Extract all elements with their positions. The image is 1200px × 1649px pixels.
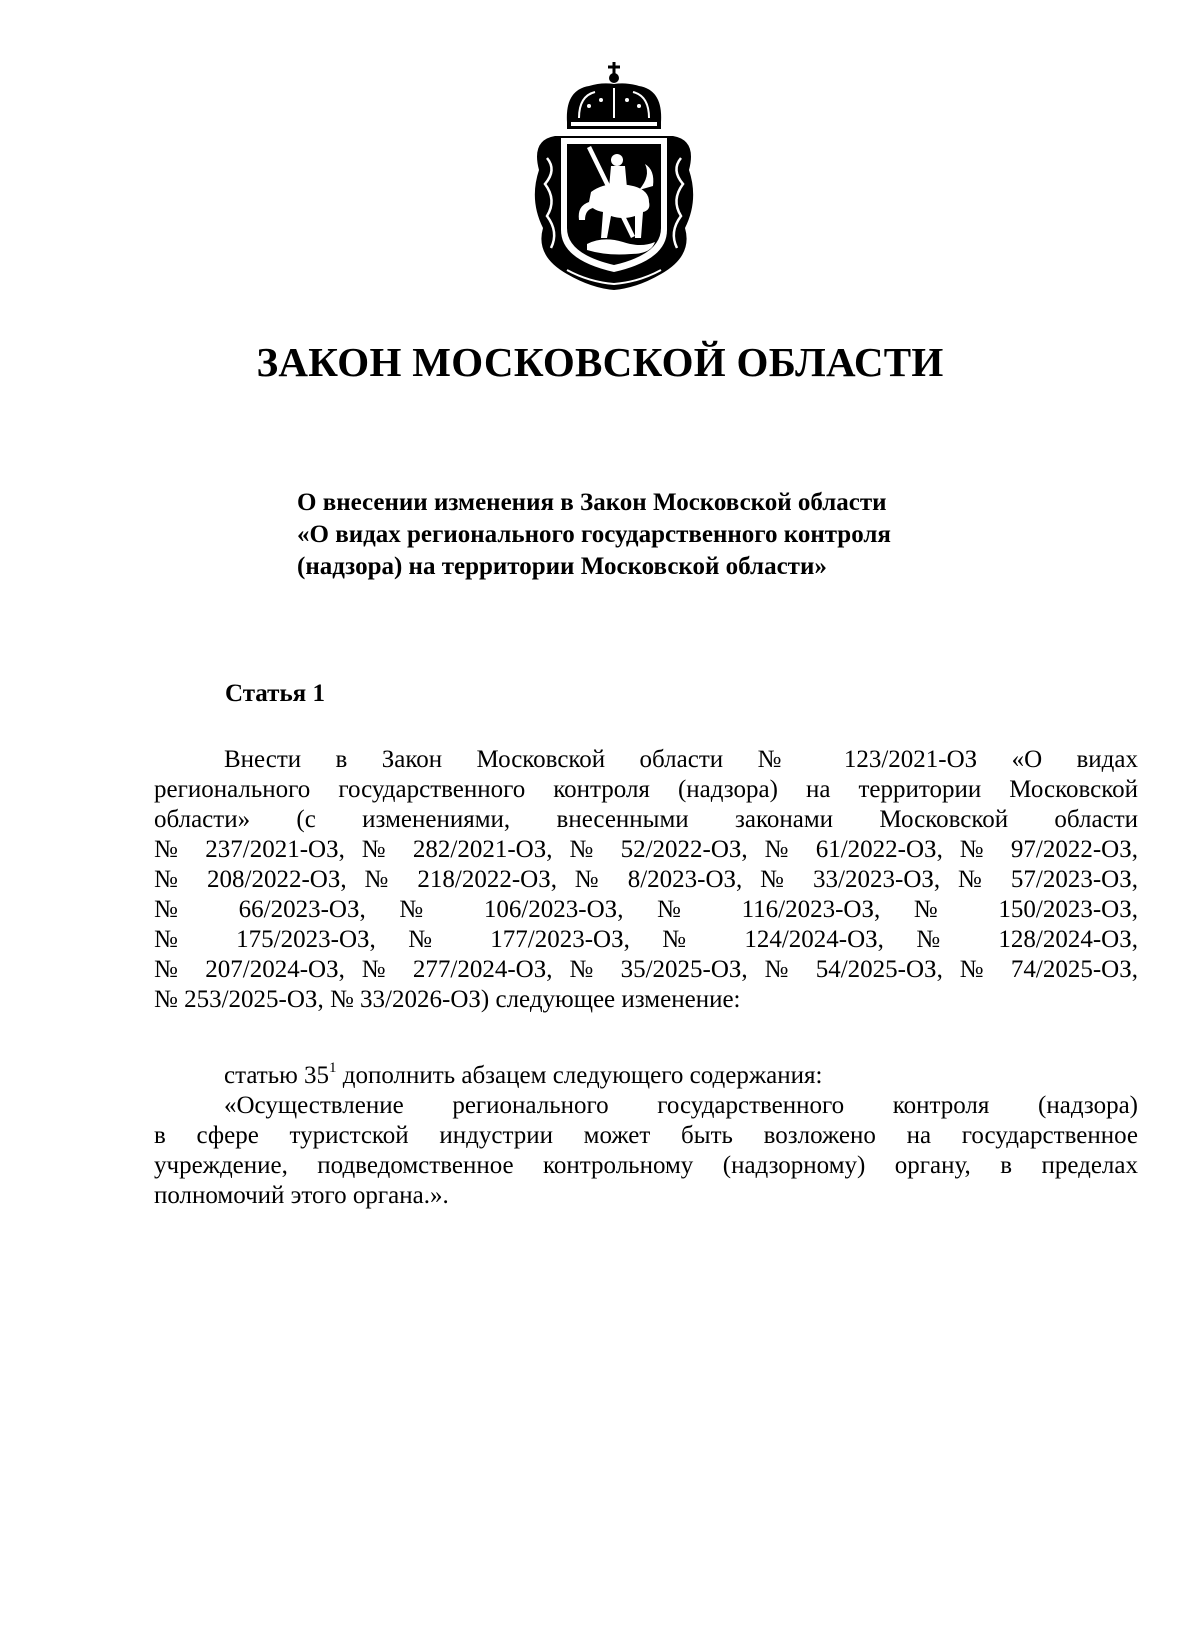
paragraph-line: № 208/2022-ОЗ, № 218/2022-ОЗ, № 8/2023-ОЗ, № 33/2023-ОЗ, № 57/2023-ОЗ, [154,866,1138,893]
paragraph-line [154,1061,1138,1091]
paragraph-line: № 207/2024-ОЗ, № 277/2024-ОЗ, № 35/2025-ОЗ, № 54/2025-ОЗ, № 74/2025-ОЗ, [154,956,1138,983]
subtitle-line: «О видах регионального государственного контроля [297,521,891,548]
paragraph-line: в сфере туристской индустрии может быть возложено на государственное [154,1122,1138,1149]
crown-icon [567,62,661,129]
article-heading: Статья 1 [225,680,325,707]
instruction-text-before: статью 35 [224,1062,330,1089]
paragraph-line: № 237/2021-ОЗ, № 282/2021-ОЗ, № 52/2022-ОЗ, № 61/2022-ОЗ, № 97/2022-ОЗ, [154,836,1138,863]
article-paragraph-amendment [154,745,1138,1015]
paragraph-line: полномочий этого органа.». [154,1182,449,1209]
paragraph-line: № 66/2023-ОЗ, № 106/2023-ОЗ, № 116/2023-ОЗ, № 150/2023-ОЗ, [154,896,1138,923]
subtitle-line: (надзора) на территории Московской области» [297,553,827,580]
subtitle-line: О внесении изменения в Закон Московской области [297,489,887,516]
paragraph-line: Внести в Закон Московской области № 123/2021-ОЗ «О видах [224,746,1138,773]
instruction-text-after: дополнить абзацем следующего содержания: [336,1062,823,1089]
paragraph-line: области» (с изменениями, внесенными законами Московской области [154,806,1138,833]
paragraph-line: регионального государственного контроля (надзора) на территории Московской [154,776,1138,803]
paragraph-line: учреждение, подведомственное контрольному (надзорному) органу, в пределах [154,1152,1138,1179]
paragraph-line: № 253/2025-ОЗ, № 33/2026-ОЗ) следующее изменение: [154,986,741,1013]
article-paragraph-instruction [154,1061,1138,1091]
coat-of-arms-icon [527,60,702,292]
document-subtitle [297,487,1017,583]
article-paragraph-new-text [154,1091,1138,1211]
paragraph-line: № 175/2023-ОЗ, № 177/2023-ОЗ, № 124/2024-ОЗ, № 128/2024-ОЗ, [154,926,1138,953]
article-superscript: 1 [329,1060,337,1076]
document-title: ЗАКОН МОСКОВСКОЙ ОБЛАСТИ [256,339,944,385]
paragraph-line: «Осуществление регионального государственного контроля (надзора) [224,1092,1138,1119]
